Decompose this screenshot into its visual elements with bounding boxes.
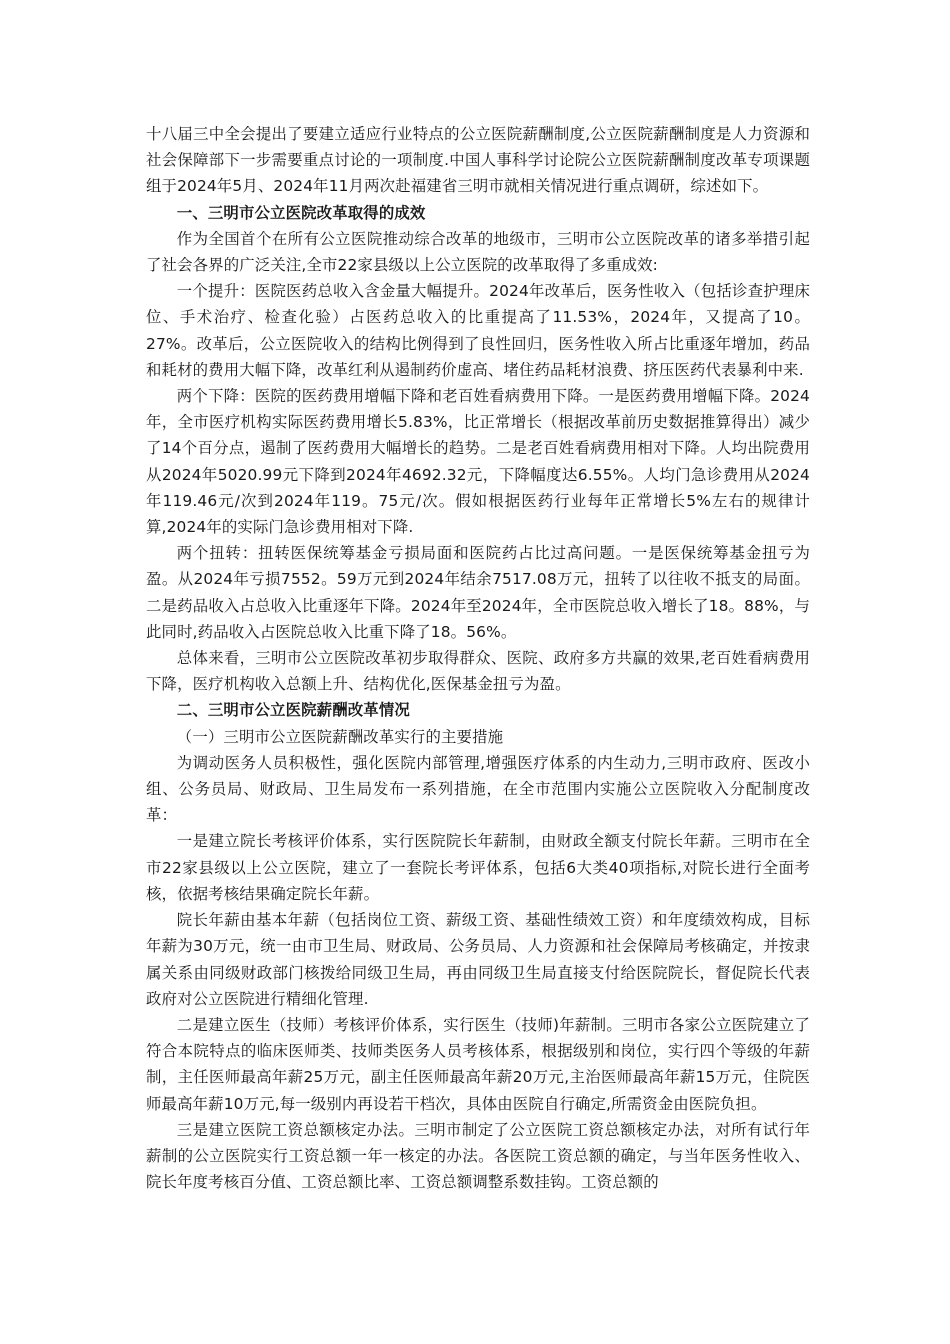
- paragraph: 为调动医务人员积极性，强化医院内部管理,增强医疗体系的内生动力,三明市政府、医改小组、公务员局、财政局、卫生局发布一系列措施，在全市范围内实施公立医院收入分配制度改革：: [146, 753, 810, 825]
- paragraph: 一是建立院长考核评价体系，实行医院院长年薪制，由财政全额支付院长年薪。三明市在全市22家县级以上公立医院，建立了一套院长考评体系，包括6大类40项指标,对院长进行全面考核，依据考核结果确定院长年薪。: [146, 832, 810, 903]
- paragraph: 两个扭转：扭转医保统筹基金亏损局面和医院药占比过高问题。一是医保统筹基金扭亏为盈。从2024年亏损7552。59万元到2024年结余7517.08万元，扭转了以往收不抵支的局面。二是药品收入占总收入比重逐年下降。2024年至2024年，全市医院总收入增长了18。88%，与此同时,药品收入占医院总收入比重下降了18。56%。: [146, 544, 810, 641]
- subsection-heading-1: （一）三明市公立医院薪酬改革实行的主要措施: [176, 727, 504, 746]
- paragraph: 两个下降：医院的医药费用增幅下降和老百姓看病费用下降。一是医药费用增幅下降。2024年，全市医疗机构实际医药费用增长5.83%，比正常增长（根据改革前历史数据推算得出）减少了14个百分点，遏制了医药费用大幅增长的趋势。二是老百姓看病费用相对下降。人均出院费用从2024年5020.99元下降到2024年4692.32元，下降幅度达6.55%。人均门急诊费用从2024年119.46元/次到2024年119。75元/次。假如根据医药行业每年正常增长5%左右的规律计算,2024年的实际门急诊费用相对下降.: [146, 387, 810, 537]
- section-heading-1: 一、三明市公立医院改革取得的成效: [176, 203, 426, 222]
- paragraph: 作为全国首个在所有公立医院推动综合改革的地级市，三明市公立医院改革的诸多举措引起了社会各界的广泛关注,全市22家县级以上公立医院的改革取得了多重成效:: [146, 229, 810, 275]
- paragraph: 院长年薪由基本年薪（包括岗位工资、薪级工资、基础性绩效工资）和年度绩效构成，目标年薪为30万元，统一由市卫生局、财政局、公务员局、人力资源和社会保障局考核确定，并按隶属关系由同级财政部门核拨给同级卫生局，再由同级卫生局直接支付给医院院长，督促院长代表政府对公立医院进行精细化管理.: [146, 911, 810, 1008]
- paragraph: 总体来看，三明市公立医院改革初步取得群众、医院、政府多方共赢的效果,老百姓看病费用下降，医疗机构收入总额上升、结构优化,医保基金扭亏为盈。: [146, 649, 810, 694]
- intro-paragraph: 十八届三中全会提出了要建立适应行业特点的公立医院薪酬制度,公立医院薪酬制度是人力资源和社会保障部下一步需要重点讨论的一项制度.中国人事科学讨论院公立医院薪酬制度改革专项课题组于2024年5月、2024年11月两次赴福建省三明市就相关情况进行重点调研，综述如下。: [146, 125, 810, 196]
- paragraph: 二是建立医生（技师）考核评价体系，实行医生（技师)年薪制。三明市各家公立医院建立了符合本院特点的临床医师类、技师类医务人员考核体系，根据级别和岗位，实行四个等级的年薪制，主任医师最高年薪25万元，副主任医师最高年薪20万元,主治医师最高年薪15万元，住院医师最高年薪10万元,每一级别内再设若干档次，具体由医院自行确定,所需资金由医院负担。: [146, 1015, 810, 1113]
- paragraph: 三是建立医院工资总额核定办法。三明市制定了公立医院工资总额核定办法，对所有试行年薪制的公立医院实行工资总额一年一核定的办法。各医院工资总额的确定，与当年医务性收入、院长年度考核百分值、工资总额比率、工资总额调整系数挂钩。工资总额的: [146, 1120, 810, 1192]
- document-body: [146, 121, 810, 1195]
- paragraph: 一个提升：医院医药总收入含金量大幅提升。2024年改革后，医务性收入（包括诊查护理床位、手术治疗、检查化验）占医药总收入的比重提高了11.53%，2024年，又提高了10。27%。改革后，公立医院收入的结构比例得到了良性回归，医务性收入所占比重逐年增加，药品和耗材的费用大幅下降，改革红利从遏制药价虚高、堵住药品耗材浪费、挤压医药代表暴利中来.: [146, 282, 810, 379]
- section-heading-2: 二、三明市公立医院薪酬改革情况: [176, 701, 410, 720]
